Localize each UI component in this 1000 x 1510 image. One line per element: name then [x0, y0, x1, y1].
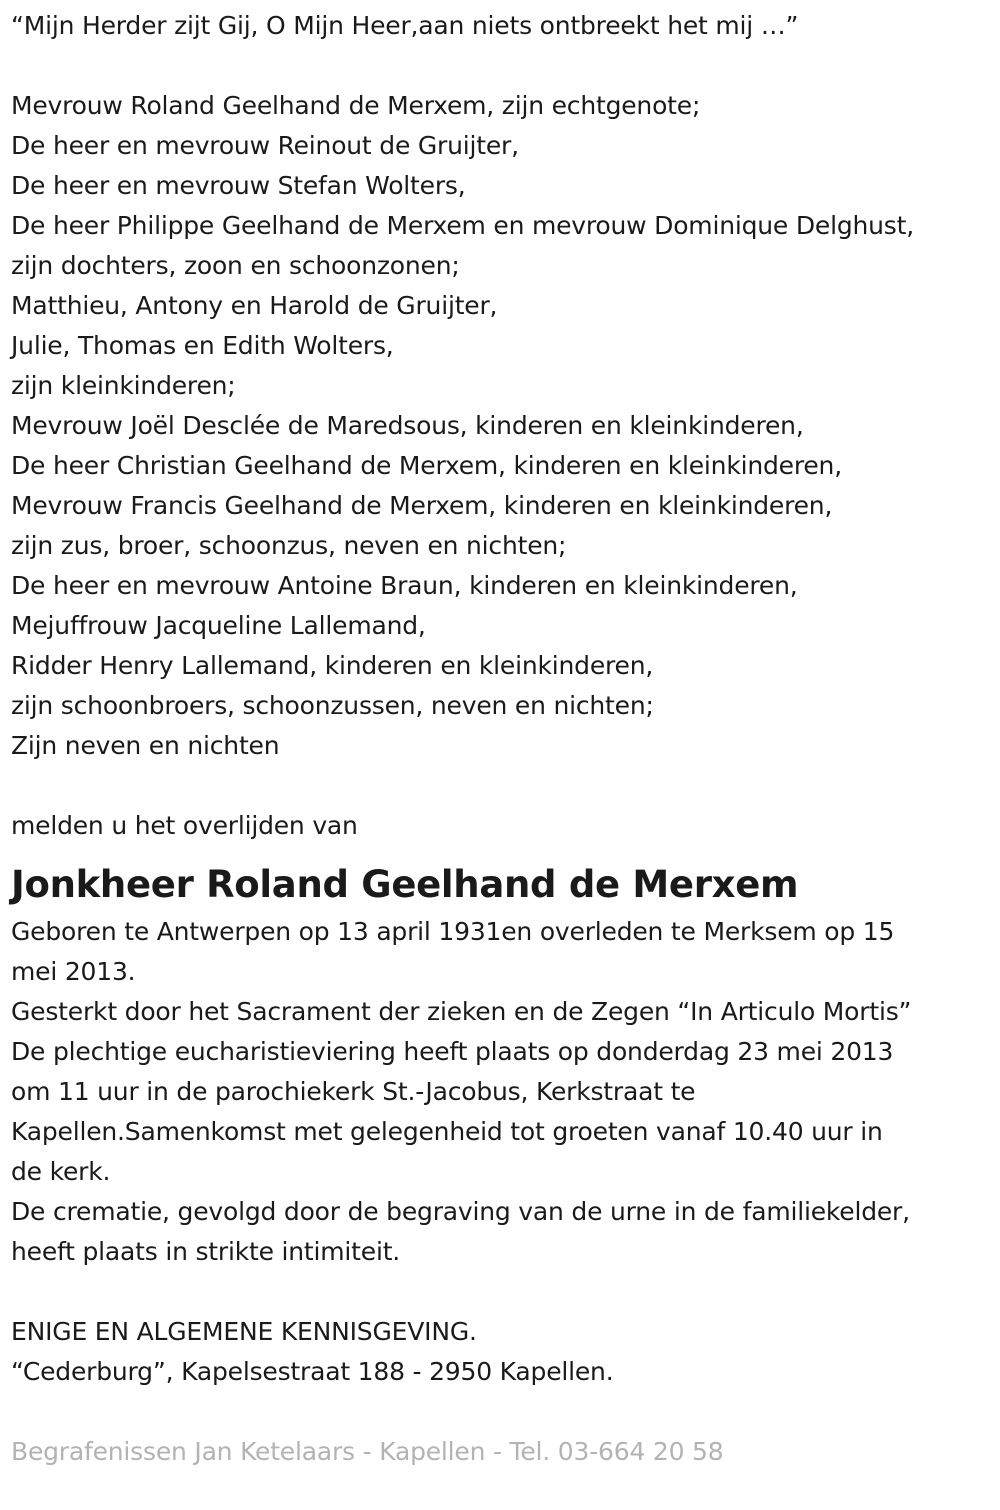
details-line: Gesterkt door het Sacrament der zieken en de Zegen “In Articulo Mortis”	[11, 997, 912, 1026]
obituary-notice	[11, 6, 996, 1472]
family-line: Ridder Henry Lallemand, kinderen en kleinkinderen,	[11, 651, 654, 680]
family-line: Zijn neven en nichten	[11, 731, 280, 760]
family-line: Matthieu, Antony en Harold de Gruijter,	[11, 291, 498, 320]
details-line: De plechtige eucharistieviering heeft plaats op donderdag 23 mei 2013	[11, 1037, 894, 1066]
address-text: “Cederburg”, Kapelsestraat 188 - 2950 Kapellen.	[11, 1357, 614, 1386]
details-line: heeft plaats in strikte intimiteit.	[11, 1237, 401, 1266]
family-list	[11, 86, 996, 766]
details-line: om 11 uur in de parochiekerk St.-Jacobus, Kerkstraat te	[11, 1077, 696, 1106]
announcement-text: melden u het overlijden van	[11, 811, 358, 840]
details-line: De crematie, gevolgd door de begraving van de urne in de familiekelder,	[11, 1197, 910, 1226]
opening-quote: “Mijn Herder zijt Gij, O Mijn Heer,aan niets ontbreekt het mij …”	[11, 11, 799, 40]
family-line: Mevrouw Roland Geelhand de Merxem, zijn echtgenote;	[11, 91, 701, 120]
family-line: zijn dochters, zoon en schoonzonen;	[11, 251, 460, 280]
family-line: zijn zus, broer, schoonzus, neven en nichten;	[11, 531, 567, 560]
deceased-name: Jonkheer Roland Geelhand de Merxem	[11, 863, 799, 906]
family-line: Mevrouw Francis Geelhand de Merxem, kinderen en kleinkinderen,	[11, 491, 833, 520]
spacer	[11, 46, 996, 86]
family-line: De heer en mevrouw Antoine Braun, kinderen en kleinkinderen,	[11, 571, 798, 600]
details-line: de kerk.	[11, 1157, 111, 1186]
family-line: De heer Philippe Geelhand de Merxem en mevrouw Dominique Delghust,	[11, 211, 914, 240]
details-block	[11, 912, 996, 1272]
family-line: Julie, Thomas en Edith Wolters,	[11, 331, 394, 360]
family-line: Mevrouw Joël Desclée de Maredsous, kinderen en kleinkinderen,	[11, 411, 804, 440]
family-line: Mejuffrouw Jacqueline Lallemand,	[11, 611, 426, 640]
spacer	[11, 766, 996, 806]
family-line: zijn kleinkinderen;	[11, 371, 236, 400]
details-line: Kapellen.Samenkomst met gelegenheid tot groeten vanaf 10.40 uur in	[11, 1117, 883, 1146]
spacer	[11, 1272, 996, 1312]
family-line: De heer Christian Geelhand de Merxem, kinderen en kleinkinderen,	[11, 451, 842, 480]
details-line: mei 2013.	[11, 957, 136, 986]
family-line: De heer en mevrouw Reinout de Gruijter,	[11, 131, 519, 160]
funeral-home-footer: Begrafenissen Jan Ketelaars - Kapellen - Tel. 03-664 20 58	[11, 1437, 724, 1466]
notice-text: ENIGE EN ALGEMENE KENNISGEVING.	[11, 1317, 477, 1346]
family-line: De heer en mevrouw Stefan Wolters,	[11, 171, 466, 200]
details-line: Geboren te Antwerpen op 13 april 1931en overleden te Merksem op 15	[11, 917, 895, 946]
family-line: zijn schoonbroers, schoonzussen, neven en nichten;	[11, 691, 654, 720]
